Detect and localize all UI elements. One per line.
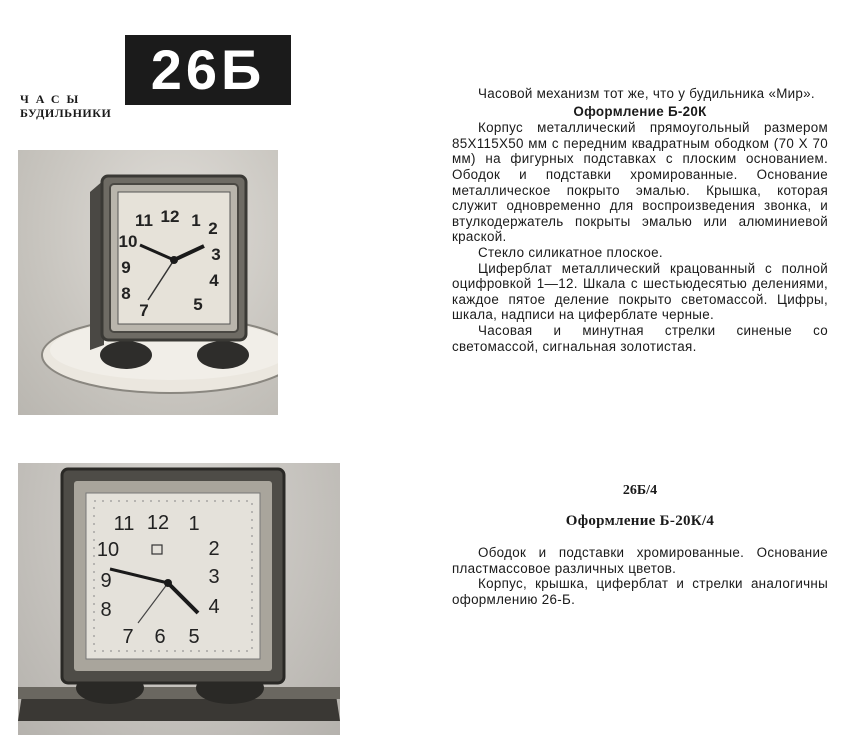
clock1-numeral-3: 3 (211, 245, 221, 264)
clock2-numeral-1: 1 (188, 513, 200, 535)
clock2-numeral-8: 8 (100, 599, 112, 621)
section1-paragraph-4: Часовая и минутная стрелки синеные со светомассой, сигнальная золотистая. (452, 322, 828, 354)
section1-paragraph-3: Циферблат металлический крацованный с полной оцифровкой 1—12. Шкала с шестьюдесятью делениями, каждое пятое деление покрыто светомассой. Цифры, шкала, надписи на циферблате черные. (452, 260, 828, 323)
section1-paragraph-2: Стекло силикатное плоское. (478, 244, 663, 260)
model-code-badge: 26Б (125, 35, 291, 105)
section2-paragraph-2: Корпус, крышка, циферблат и стрелки аналогичны оформлению 26-Б. (452, 576, 828, 607)
category-label (20, 92, 111, 120)
section1-heading: Оформление Б-20К (573, 103, 707, 119)
clock1-numeral-9: 9 (121, 258, 131, 277)
clock2-numeral-12: 12 (146, 512, 170, 534)
clock2-numeral-3: 3 (208, 566, 220, 588)
clock-illustration-2 (18, 463, 340, 735)
clock2-numeral-4: 4 (208, 596, 220, 618)
clock2-numeral-9: 9 (100, 570, 112, 592)
clock1-numeral-1: 1 (191, 211, 201, 230)
clock2-numeral-7: 7 (122, 626, 134, 648)
clock1-numeral-4: 4 (209, 271, 219, 290)
category-line-2: БУДИЛЬНИКИ (20, 106, 112, 120)
clock2-numeral-10: 10 (96, 539, 120, 561)
section2-paragraph-1: Ободок и подставки хромированные. Основание пластмассовое различных цветов. (452, 545, 828, 576)
clock1-numeral-7: 7 (139, 301, 149, 320)
clock-photo-1 (18, 150, 278, 415)
clock1-numeral-12: 12 (160, 207, 180, 226)
clock2-numeral-11: 11 (113, 513, 135, 535)
clock-photo-2 (18, 463, 340, 735)
clock-illustration-1 (18, 150, 278, 415)
clock2-numeral-2: 2 (208, 538, 220, 560)
clock1-numeral-11: 11 (135, 211, 153, 230)
section2-code: 26Б/4 (622, 483, 658, 498)
section2-heading: Оформление Б-20К/4 (565, 513, 715, 529)
clock1-numeral-5: 5 (193, 295, 203, 314)
clock1-numeral-2: 2 (208, 219, 218, 238)
clock1-numeral-8: 8 (121, 284, 131, 303)
clock1-numeral-10: 10 (118, 232, 138, 251)
clock2-numeral-6: 6 (154, 626, 166, 648)
description-section-2 (452, 545, 828, 607)
description-section-1 (452, 86, 828, 354)
clock2-numeral-5: 5 (188, 626, 200, 648)
section1-paragraph-1: Корпус металлический прямоугольный размером 85Х115Х50 мм с передним квадратным ободком (70 Х 70 мм) на фигурных подставках с плоским основанием. Ободок и подставки хромированные. Основание металлическое покрыто эмалью. Крышка, которая служит одновременно для воспроизведения звонка, и втулкодержатель покрыты эмалью или алюминиевой краской. (452, 120, 828, 245)
category-line-1: ЧАСЫ (20, 92, 86, 106)
intro-paragraph: Часовой механизм тот же, что у будильника «Мир». (478, 86, 815, 101)
